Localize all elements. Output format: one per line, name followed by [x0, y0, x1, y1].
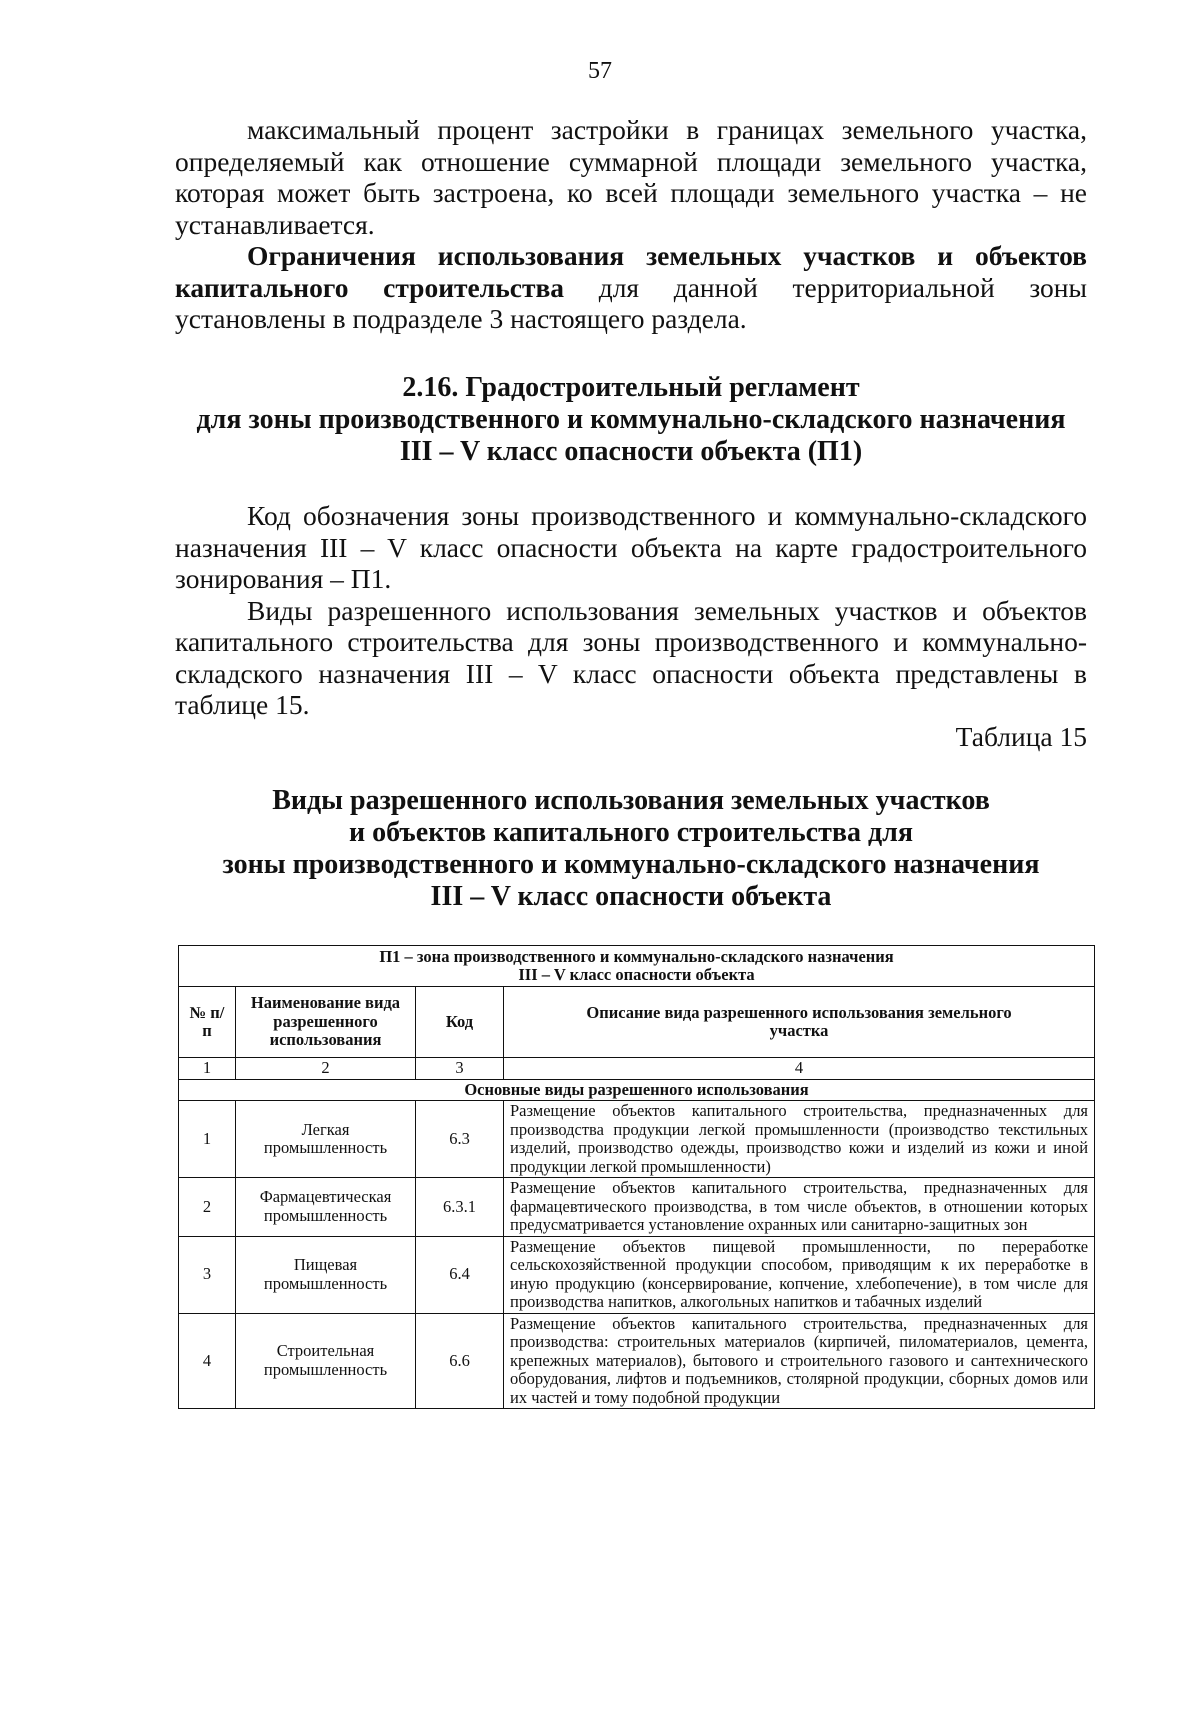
page-number: 57 — [588, 58, 612, 84]
col-header-code: Код — [416, 987, 504, 1058]
col-header-description: Описание вида разрешенного использования земельного участка — [504, 987, 1095, 1058]
col-header-num: № п/п — [179, 987, 236, 1058]
table-row — [179, 1178, 1095, 1237]
section-heading-line-3: III – V класс опасности объекта (П1) — [399, 436, 863, 467]
zone-header-line-1: П1 – зона производственного и коммунально-складского назначения — [379, 946, 894, 966]
section-heading-line-2: для зоны производственного и коммунально-складского назначения — [196, 404, 1066, 435]
group-title-cell: Основные виды разрешенного использования — [179, 1079, 1095, 1101]
column-number-row — [179, 1058, 1095, 1080]
permitted-uses-paragraph: Виды разрешенного использования земельных участков и объектов капитального строительства для зоны производственного и коммунально-складского назначения III – V класс опасности объекта представлены в таблице 15. — [175, 594, 1087, 720]
table-title — [175, 785, 1087, 913]
use-code: 6.3.1 — [416, 1178, 504, 1237]
zone-header-cell — [179, 946, 1095, 987]
use-code: 6.4 — [416, 1236, 504, 1313]
table-row — [179, 1313, 1095, 1409]
use-description: Размещение объектов капитального строительства, предназначенных для фармацевтического производства, в том числе объектов, в отношении которых предусматривается установление охранных или санитарно-защитных зон — [504, 1178, 1095, 1237]
use-description: Размещение объектов капитального строительства, предназначенных для производства: строительных материалов (кирпичей, пиломатериалов, цемента, крепежных материалов), бытового и строительного газового и сантехнического оборудования, лифтов и подъемников, столярной продукции, сборных домов или их частей и тому подобной продукции — [504, 1313, 1095, 1409]
permitted-uses-table — [178, 945, 1095, 1409]
body-text — [175, 500, 1087, 721]
col-number-1: 1 — [179, 1058, 236, 1080]
table-row — [179, 1101, 1095, 1178]
restrictions-bold-text: Ограничения использования земельных участков и объектов капитального строительства — [175, 240, 1087, 303]
table-title-line-4: III – V класс опасности объекта — [430, 881, 832, 912]
use-name: Фармацевтическая промышленность — [236, 1178, 416, 1237]
restrictions-rest-text: для данной территориальной зоны установлены в подразделе 3 настоящего раздела. — [175, 271, 1087, 334]
use-name: Легкая промышленность — [236, 1101, 416, 1178]
intro-paragraph-1: максимальный процент застройки в границах земельного участка, определяемый как отношение суммарной площади земельного участка, которая может быть застроена, ко всей площади земельного участка – не устанавливается. — [175, 114, 1087, 240]
group-title-row — [179, 1079, 1095, 1101]
section-heading-line-1: 2.16. Градостроительный регламент — [402, 372, 860, 403]
col-number-3: 3 — [416, 1058, 504, 1080]
use-name: Пищевая промышленность — [236, 1236, 416, 1313]
column-header-row — [179, 987, 1095, 1058]
row-number: 1 — [179, 1101, 236, 1178]
zone-header-row — [179, 946, 1095, 987]
table-row — [179, 1236, 1095, 1313]
table-title-line-2: и объектов капитального строительства для — [349, 817, 913, 848]
intro-paragraph-2 — [175, 240, 1087, 335]
zone-code-paragraph: Код обозначения зоны производственного и коммунально-складского назначения III – V класс опасности объекта на карте градостроительного зонирования – П1. — [175, 500, 1087, 594]
row-number: 4 — [179, 1313, 236, 1409]
use-name: Строительная промышленность — [236, 1313, 416, 1409]
use-description: Размещение объектов пищевой промышленности, по переработке сельскохозяйственной продукции способом, приводящим к их переработке в иную продукцию (консервирование, копчение, хлебопечение), в том числе для производства напитков, алкогольных напитков и табачных изделий — [504, 1236, 1095, 1313]
row-number: 3 — [179, 1236, 236, 1313]
zone-header-line-2: III – V класс опасности объекта — [518, 965, 755, 984]
section-heading — [175, 372, 1087, 468]
col-header-name: Наименование вида разрешенного использования — [236, 987, 416, 1058]
col-number-2: 2 — [236, 1058, 416, 1080]
use-code: 6.6 — [416, 1313, 504, 1409]
use-description: Размещение объектов капитального строительства, предназначенных для производства продукции легкой промышленности (производство текстильных изделий, производство одежды, производство кожи и изделий из кожи и иной продукции легкой промышленности) — [504, 1101, 1095, 1178]
use-code: 6.3 — [416, 1101, 504, 1178]
col-number-4: 4 — [504, 1058, 1095, 1080]
table-caption: Таблица 15 — [955, 721, 1087, 752]
intro-text — [175, 114, 1087, 335]
row-number: 2 — [179, 1178, 236, 1237]
table-title-line-1: Виды разрешенного использования земельных участков — [272, 785, 990, 816]
table-title-line-3: зоны производственного и коммунально-складского назначения — [222, 849, 1040, 880]
